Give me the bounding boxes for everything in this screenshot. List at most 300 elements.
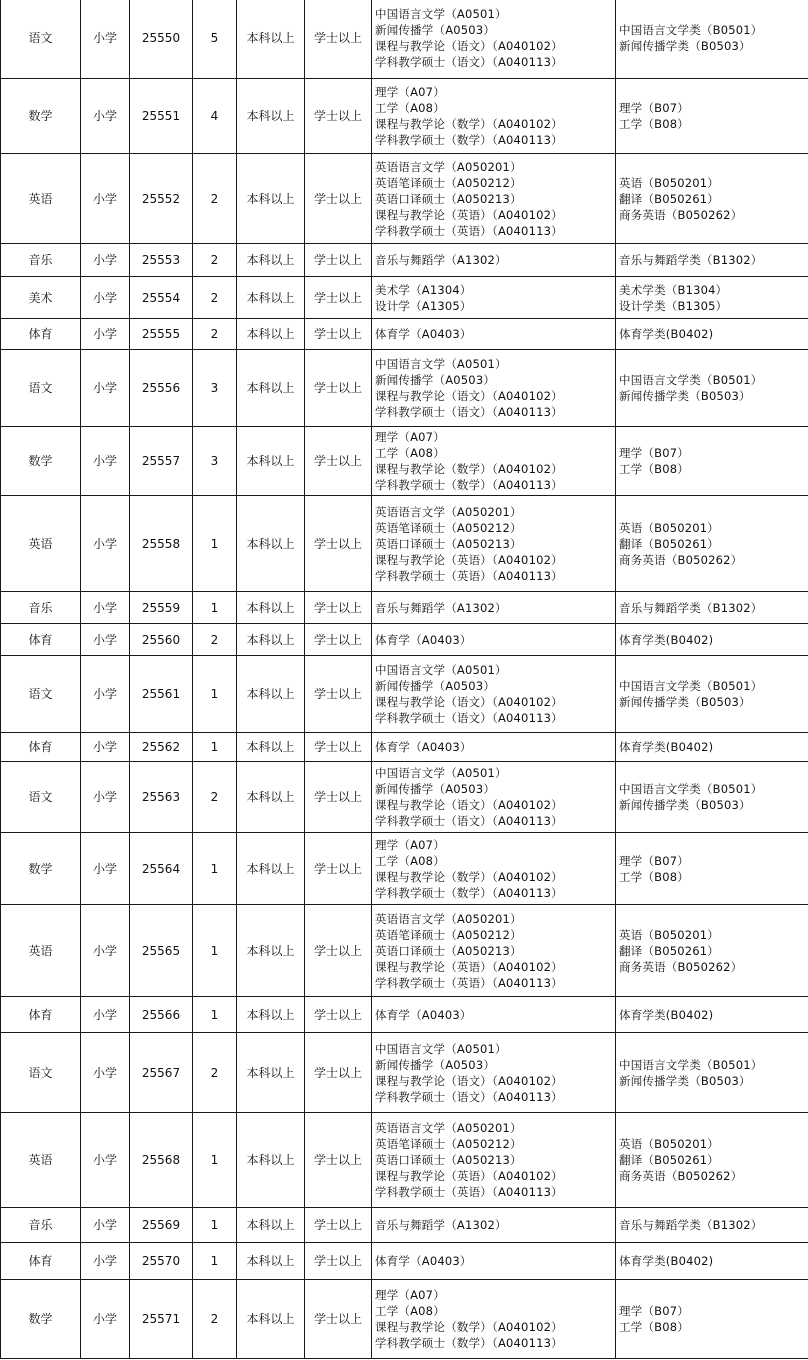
major-line: 商务英语（B050262） bbox=[619, 1169, 743, 1183]
major-line: 工学（B08） bbox=[619, 462, 689, 476]
education-cell: 本科以上 bbox=[237, 997, 305, 1033]
major-line: 英语笔译硕士（A050212） bbox=[375, 927, 522, 942]
degree-cell: 学士以上 bbox=[305, 1113, 372, 1208]
education-cell: 本科以上 bbox=[237, 244, 305, 277]
position-code-cell: 25561 bbox=[130, 656, 193, 733]
graduate-majors-cell bbox=[372, 79, 616, 154]
major-line: 新闻传播学（A0503） bbox=[375, 23, 496, 37]
subject-cell: 音乐 bbox=[1, 592, 81, 624]
major-line: 学科教学硕士（英语）（A040113） bbox=[375, 223, 563, 238]
education-cell: 本科以上 bbox=[237, 1113, 305, 1208]
subject-cell: 体育 bbox=[1, 1243, 81, 1280]
level-cell: 小学 bbox=[81, 1033, 130, 1113]
major-line: 课程与教学论（英语）（A040102） bbox=[375, 207, 563, 222]
education-cell: 本科以上 bbox=[237, 592, 305, 624]
hire-count-cell: 1 bbox=[193, 592, 237, 624]
subject-cell: 体育 bbox=[1, 997, 81, 1033]
position-code-cell: 25567 bbox=[130, 1033, 193, 1113]
position-code-cell: 25568 bbox=[130, 1113, 193, 1208]
undergraduate-majors-cell bbox=[616, 1280, 808, 1359]
major-line: 理学（A07） bbox=[375, 837, 445, 852]
degree-cell: 学士以上 bbox=[305, 496, 372, 592]
position-code-cell: 25559 bbox=[130, 592, 193, 624]
undergraduate-majors-cell bbox=[616, 350, 808, 427]
major-line: 英语口译硕士（A050213） bbox=[375, 943, 522, 958]
subject-cell: 语文 bbox=[1, 350, 81, 427]
position-code-cell: 25570 bbox=[130, 1243, 193, 1280]
subject-cell: 体育 bbox=[1, 733, 81, 762]
subject-cell: 英语 bbox=[1, 154, 81, 244]
table-row bbox=[1, 1033, 808, 1113]
table-row bbox=[1, 319, 808, 350]
degree-cell: 学士以上 bbox=[305, 427, 372, 496]
education-cell: 本科以上 bbox=[237, 1033, 305, 1113]
major-line: 翻译（B050261） bbox=[619, 1153, 719, 1167]
subject-cell: 语文 bbox=[1, 1033, 81, 1113]
subject-cell: 语文 bbox=[1, 0, 81, 79]
major-line: 课程与教学论（语文）（A040102） bbox=[375, 389, 563, 403]
major-line: 中国语言文学类（B0501） bbox=[619, 373, 763, 387]
graduate-majors-cell bbox=[372, 427, 616, 496]
major-line: 理学（A07） bbox=[375, 1288, 445, 1302]
hire-count-cell: 2 bbox=[193, 762, 237, 833]
level-cell: 小学 bbox=[81, 592, 130, 624]
hire-count-cell: 1 bbox=[193, 905, 237, 997]
major-line: 英语口译硕士（A050213） bbox=[375, 191, 522, 206]
degree-cell: 学士以上 bbox=[305, 79, 372, 154]
major-line: 学科教学硕士（数学）（A040113） bbox=[375, 133, 563, 147]
major-line: 课程与教学论（语文）（A040102） bbox=[375, 695, 563, 709]
major-line: 英语语言文学（A050201） bbox=[375, 504, 522, 519]
position-code-cell: 25560 bbox=[130, 624, 193, 656]
major-line: 工学（B08） bbox=[619, 1320, 689, 1334]
hire-count-cell: 3 bbox=[193, 427, 237, 496]
graduate-majors-cell bbox=[372, 0, 616, 79]
table-row bbox=[1, 350, 808, 427]
major-line: 英语（B050201） bbox=[619, 175, 719, 190]
level-cell: 小学 bbox=[81, 319, 130, 350]
major-line: 设计学类（B1305） bbox=[619, 298, 728, 313]
degree-cell: 学士以上 bbox=[305, 1033, 372, 1113]
degree-cell: 学士以上 bbox=[305, 350, 372, 427]
major-line: 商务英语（B050262） bbox=[619, 207, 743, 222]
undergraduate-majors-cell bbox=[616, 0, 808, 79]
major-line: 学科教学硕士（数学）（A040113） bbox=[375, 1336, 563, 1350]
major-line: 中国语言文学类（B0501） bbox=[619, 679, 763, 693]
hire-count-cell: 4 bbox=[193, 79, 237, 154]
major-line: 体育学（A0403） bbox=[375, 327, 472, 341]
degree-cell: 学士以上 bbox=[305, 244, 372, 277]
major-line: 新闻传播学（A0503） bbox=[375, 373, 496, 387]
degree-cell: 学士以上 bbox=[305, 1243, 372, 1280]
major-line: 美术学（A1304） bbox=[375, 282, 472, 297]
degree-cell: 学士以上 bbox=[305, 319, 372, 350]
level-cell: 小学 bbox=[81, 1243, 130, 1280]
level-cell: 小学 bbox=[81, 624, 130, 656]
subject-cell: 数学 bbox=[1, 1280, 81, 1359]
major-line: 学科教学硕士（英语）（A040113） bbox=[375, 568, 563, 583]
major-line: 音乐与舞蹈学类（B1302） bbox=[619, 253, 763, 267]
education-cell: 本科以上 bbox=[237, 733, 305, 762]
major-line: 新闻传播学类（B0503） bbox=[619, 39, 751, 53]
major-line: 课程与教学论（数学）（A040102） bbox=[375, 1320, 563, 1334]
major-line: 课程与教学论（英语）（A040102） bbox=[375, 959, 563, 974]
table-row bbox=[1, 244, 808, 277]
level-cell: 小学 bbox=[81, 997, 130, 1033]
major-line: 新闻传播学（A0503） bbox=[375, 679, 496, 693]
major-line: 中国语言文学类（B0501） bbox=[619, 23, 763, 37]
major-line: 英语（B050201） bbox=[619, 927, 719, 942]
major-line: 英语语言文学（A050201） bbox=[375, 1121, 522, 1135]
undergraduate-majors-cell bbox=[616, 1208, 808, 1243]
undergraduate-majors-cell bbox=[616, 733, 808, 762]
major-line: 商务英语（B050262） bbox=[619, 552, 743, 567]
graduate-majors-cell bbox=[372, 905, 616, 997]
major-line: 中国语言文学（A0501） bbox=[375, 766, 507, 780]
table-row bbox=[1, 154, 808, 244]
level-cell: 小学 bbox=[81, 244, 130, 277]
table-body bbox=[1, 0, 808, 1359]
level-cell: 小学 bbox=[81, 656, 130, 733]
major-line: 新闻传播学类（B0503） bbox=[619, 798, 751, 812]
major-line: 学科教学硕士（语文）（A040113） bbox=[375, 814, 563, 828]
level-cell: 小学 bbox=[81, 277, 130, 319]
graduate-majors-cell bbox=[372, 656, 616, 733]
table-row bbox=[1, 496, 808, 592]
hire-count-cell: 1 bbox=[193, 1113, 237, 1208]
hire-count-cell: 2 bbox=[193, 624, 237, 656]
major-line: 工学（A08） bbox=[375, 1304, 445, 1318]
major-line: 中国语言文学（A0501） bbox=[375, 357, 507, 371]
table-row bbox=[1, 592, 808, 624]
major-line: 体育学（A0403） bbox=[375, 1007, 472, 1022]
major-line: 学科教学硕士（语文）（A040113） bbox=[375, 405, 563, 419]
subject-cell: 英语 bbox=[1, 1113, 81, 1208]
major-line: 工学（A08） bbox=[375, 853, 445, 868]
major-line: 工学（B08） bbox=[619, 117, 689, 131]
graduate-majors-cell bbox=[372, 997, 616, 1033]
major-line: 学科教学硕士（数学）（A040113） bbox=[375, 478, 563, 492]
level-cell: 小学 bbox=[81, 79, 130, 154]
hire-count-cell: 2 bbox=[193, 1280, 237, 1359]
position-code-cell: 25554 bbox=[130, 277, 193, 319]
hire-count-cell: 3 bbox=[193, 350, 237, 427]
major-line: 体育学（A0403） bbox=[375, 1254, 472, 1268]
hire-count-cell: 1 bbox=[193, 656, 237, 733]
undergraduate-majors-cell bbox=[616, 154, 808, 244]
degree-cell: 学士以上 bbox=[305, 656, 372, 733]
major-line: 新闻传播学类（B0503） bbox=[619, 389, 751, 403]
major-line: 课程与教学论（英语）（A040102） bbox=[375, 552, 563, 567]
major-line: 学科教学硕士（英语）（A040113） bbox=[375, 975, 563, 990]
education-cell: 本科以上 bbox=[237, 905, 305, 997]
undergraduate-majors-cell bbox=[616, 762, 808, 833]
table-row bbox=[1, 1113, 808, 1208]
major-line: 学科教学硕士（语文）（A040113） bbox=[375, 711, 563, 725]
hire-count-cell: 1 bbox=[193, 733, 237, 762]
major-line: 英语（B050201） bbox=[619, 1137, 719, 1151]
degree-cell: 学士以上 bbox=[305, 905, 372, 997]
major-line: 英语口译硕士（A050213） bbox=[375, 1153, 522, 1167]
graduate-majors-cell bbox=[372, 762, 616, 833]
major-line: 理学（B07） bbox=[619, 446, 689, 460]
position-code-cell: 25565 bbox=[130, 905, 193, 997]
subject-cell: 语文 bbox=[1, 762, 81, 833]
major-line: 新闻传播学（A0503） bbox=[375, 1057, 496, 1072]
hire-count-cell: 1 bbox=[193, 1243, 237, 1280]
position-code-cell: 25556 bbox=[130, 350, 193, 427]
major-line: 课程与教学论（语文）（A040102） bbox=[375, 39, 563, 53]
hire-count-cell: 5 bbox=[193, 0, 237, 79]
major-line: 英语口译硕士（A050213） bbox=[375, 536, 522, 551]
major-line: 课程与教学论（数学）（A040102） bbox=[375, 117, 563, 131]
degree-cell: 学士以上 bbox=[305, 997, 372, 1033]
table-row bbox=[1, 656, 808, 733]
position-code-cell: 25555 bbox=[130, 319, 193, 350]
undergraduate-majors-cell bbox=[616, 833, 808, 905]
undergraduate-majors-cell bbox=[616, 656, 808, 733]
position-code-cell: 25557 bbox=[130, 427, 193, 496]
degree-cell: 学士以上 bbox=[305, 0, 372, 79]
major-line: 理学（A07） bbox=[375, 85, 445, 99]
degree-cell: 学士以上 bbox=[305, 592, 372, 624]
subject-cell: 数学 bbox=[1, 833, 81, 905]
major-line: 课程与教学论（语文）（A040102） bbox=[375, 1073, 563, 1088]
subject-cell: 语文 bbox=[1, 656, 81, 733]
table-row bbox=[1, 624, 808, 656]
position-code-cell: 25566 bbox=[130, 997, 193, 1033]
major-line: 中国语言文学（A0501） bbox=[375, 1041, 507, 1056]
undergraduate-majors-cell bbox=[616, 1113, 808, 1208]
major-line: 课程与教学论（数学）（A040102） bbox=[375, 869, 563, 884]
undergraduate-majors-cell bbox=[616, 319, 808, 350]
subject-cell: 英语 bbox=[1, 496, 81, 592]
major-line: 理学（B07） bbox=[619, 1304, 689, 1318]
hire-count-cell: 1 bbox=[193, 833, 237, 905]
undergraduate-majors-cell bbox=[616, 997, 808, 1033]
graduate-majors-cell bbox=[372, 833, 616, 905]
graduate-majors-cell bbox=[372, 496, 616, 592]
position-code-cell: 25563 bbox=[130, 762, 193, 833]
table-row bbox=[1, 277, 808, 319]
major-line: 工学（A08） bbox=[375, 101, 445, 115]
subject-cell: 美术 bbox=[1, 277, 81, 319]
major-line: 音乐与舞蹈学（A1302） bbox=[375, 253, 507, 267]
degree-cell: 学士以上 bbox=[305, 277, 372, 319]
major-line: 理学（A07） bbox=[375, 430, 445, 444]
major-line: 体育学类(B0402) bbox=[619, 1007, 714, 1022]
undergraduate-majors-cell bbox=[616, 1243, 808, 1280]
hire-count-cell: 2 bbox=[193, 1033, 237, 1113]
major-line: 学科教学硕士（语文）（A040113） bbox=[375, 55, 563, 69]
major-line: 中国语言文学类（B0501） bbox=[619, 1057, 763, 1072]
position-code-cell: 25553 bbox=[130, 244, 193, 277]
level-cell: 小学 bbox=[81, 1280, 130, 1359]
degree-cell: 学士以上 bbox=[305, 1280, 372, 1359]
major-line: 新闻传播学类（B0503） bbox=[619, 695, 751, 709]
graduate-majors-cell bbox=[372, 350, 616, 427]
table-row bbox=[1, 733, 808, 762]
graduate-majors-cell bbox=[372, 733, 616, 762]
education-cell: 本科以上 bbox=[237, 319, 305, 350]
undergraduate-majors-cell bbox=[616, 277, 808, 319]
level-cell: 小学 bbox=[81, 833, 130, 905]
undergraduate-majors-cell bbox=[616, 592, 808, 624]
undergraduate-majors-cell bbox=[616, 79, 808, 154]
major-line: 翻译（B050261） bbox=[619, 191, 719, 206]
hire-count-cell: 2 bbox=[193, 277, 237, 319]
graduate-majors-cell bbox=[372, 1280, 616, 1359]
education-cell: 本科以上 bbox=[237, 762, 305, 833]
major-line: 中国语言文学类（B0501） bbox=[619, 782, 763, 796]
major-line: 中国语言文学（A0501） bbox=[375, 663, 507, 677]
hire-count-cell: 2 bbox=[193, 319, 237, 350]
graduate-majors-cell bbox=[372, 277, 616, 319]
major-line: 英语（B050201） bbox=[619, 520, 719, 535]
subject-cell: 音乐 bbox=[1, 244, 81, 277]
major-line: 设计学（A1305） bbox=[375, 298, 472, 313]
level-cell: 小学 bbox=[81, 1208, 130, 1243]
table-row bbox=[1, 1280, 808, 1359]
degree-cell: 学士以上 bbox=[305, 733, 372, 762]
education-cell: 本科以上 bbox=[237, 154, 305, 244]
level-cell: 小学 bbox=[81, 905, 130, 997]
major-line: 英语笔译硕士（A050212） bbox=[375, 520, 522, 535]
level-cell: 小学 bbox=[81, 0, 130, 79]
position-code-cell: 25551 bbox=[130, 79, 193, 154]
position-code-cell: 25552 bbox=[130, 154, 193, 244]
table-row bbox=[1, 79, 808, 154]
education-cell: 本科以上 bbox=[237, 624, 305, 656]
degree-cell: 学士以上 bbox=[305, 154, 372, 244]
graduate-majors-cell bbox=[372, 1033, 616, 1113]
undergraduate-majors-cell bbox=[616, 624, 808, 656]
major-line: 商务英语（B050262） bbox=[619, 959, 743, 974]
degree-cell: 学士以上 bbox=[305, 1208, 372, 1243]
table-row bbox=[1, 427, 808, 496]
level-cell: 小学 bbox=[81, 762, 130, 833]
position-code-cell: 25571 bbox=[130, 1280, 193, 1359]
undergraduate-majors-cell bbox=[616, 496, 808, 592]
education-cell: 本科以上 bbox=[237, 1208, 305, 1243]
education-cell: 本科以上 bbox=[237, 1280, 305, 1359]
subject-cell: 英语 bbox=[1, 905, 81, 997]
education-cell: 本科以上 bbox=[237, 1243, 305, 1280]
major-line: 体育学（A0403） bbox=[375, 632, 472, 647]
major-line: 中国语言文学（A0501） bbox=[375, 7, 507, 21]
education-cell: 本科以上 bbox=[237, 79, 305, 154]
table-row bbox=[1, 905, 808, 997]
education-cell: 本科以上 bbox=[237, 0, 305, 79]
hire-count-cell: 1 bbox=[193, 496, 237, 592]
graduate-majors-cell bbox=[372, 1113, 616, 1208]
graduate-majors-cell bbox=[372, 244, 616, 277]
level-cell: 小学 bbox=[81, 1113, 130, 1208]
education-cell: 本科以上 bbox=[237, 427, 305, 496]
graduate-majors-cell bbox=[372, 154, 616, 244]
major-line: 课程与教学论（语文）（A040102） bbox=[375, 798, 563, 812]
major-line: 英语语言文学（A050201） bbox=[375, 911, 522, 926]
major-line: 课程与教学论（英语）（A040102） bbox=[375, 1169, 563, 1183]
major-line: 理学（B07） bbox=[619, 101, 689, 115]
major-line: 美术学类（B1304） bbox=[619, 282, 728, 297]
graduate-majors-cell bbox=[372, 1208, 616, 1243]
hire-count-cell: 1 bbox=[193, 997, 237, 1033]
education-cell: 本科以上 bbox=[237, 833, 305, 905]
major-line: 课程与教学论（数学）（A040102） bbox=[375, 462, 563, 476]
major-line: 音乐与舞蹈学（A1302） bbox=[375, 600, 507, 615]
level-cell: 小学 bbox=[81, 427, 130, 496]
position-code-cell: 25562 bbox=[130, 733, 193, 762]
undergraduate-majors-cell bbox=[616, 905, 808, 997]
degree-cell: 学士以上 bbox=[305, 833, 372, 905]
major-line: 工学（B08） bbox=[619, 869, 689, 884]
position-code-cell: 25564 bbox=[130, 833, 193, 905]
major-line: 新闻传播学（A0503） bbox=[375, 782, 496, 796]
undergraduate-majors-cell bbox=[616, 427, 808, 496]
major-line: 学科教学硕士（英语）（A040113） bbox=[375, 1185, 563, 1199]
level-cell: 小学 bbox=[81, 350, 130, 427]
subject-cell: 音乐 bbox=[1, 1208, 81, 1243]
degree-cell: 学士以上 bbox=[305, 624, 372, 656]
major-line: 英语笔译硕士（A050212） bbox=[375, 175, 522, 190]
education-cell: 本科以上 bbox=[237, 496, 305, 592]
level-cell: 小学 bbox=[81, 733, 130, 762]
major-line: 理学（B07） bbox=[619, 853, 689, 868]
major-line: 英语语言文学（A050201） bbox=[375, 159, 522, 174]
major-line: 体育学类(B0402) bbox=[619, 327, 714, 341]
subject-cell: 体育 bbox=[1, 624, 81, 656]
major-line: 翻译（B050261） bbox=[619, 536, 719, 551]
education-cell: 本科以上 bbox=[237, 277, 305, 319]
education-cell: 本科以上 bbox=[237, 656, 305, 733]
subject-cell: 体育 bbox=[1, 319, 81, 350]
position-code-cell: 25569 bbox=[130, 1208, 193, 1243]
major-line: 翻译（B050261） bbox=[619, 943, 719, 958]
table-row bbox=[1, 833, 808, 905]
level-cell: 小学 bbox=[81, 496, 130, 592]
major-line: 音乐与舞蹈学类（B1302） bbox=[619, 1218, 763, 1232]
undergraduate-majors-cell bbox=[616, 244, 808, 277]
position-code-cell: 25558 bbox=[130, 496, 193, 592]
table-row bbox=[1, 762, 808, 833]
table-row bbox=[1, 997, 808, 1033]
major-line: 学科教学硕士（数学）（A040113） bbox=[375, 885, 563, 900]
graduate-majors-cell bbox=[372, 624, 616, 656]
hire-count-cell: 1 bbox=[193, 1208, 237, 1243]
level-cell: 小学 bbox=[81, 154, 130, 244]
table-row bbox=[1, 1208, 808, 1243]
subject-cell: 数学 bbox=[1, 79, 81, 154]
undergraduate-majors-cell bbox=[616, 1033, 808, 1113]
major-line: 体育学（A0403） bbox=[375, 740, 472, 754]
degree-cell: 学士以上 bbox=[305, 762, 372, 833]
position-code-cell: 25550 bbox=[130, 0, 193, 79]
table-row bbox=[1, 1243, 808, 1280]
graduate-majors-cell bbox=[372, 592, 616, 624]
education-cell: 本科以上 bbox=[237, 350, 305, 427]
major-line: 英语笔译硕士（A050212） bbox=[375, 1137, 522, 1151]
major-line: 体育学类(B0402) bbox=[619, 740, 714, 754]
major-line: 体育学类(B0402) bbox=[619, 632, 714, 647]
table-row bbox=[1, 0, 808, 79]
major-line: 新闻传播学类（B0503） bbox=[619, 1073, 751, 1088]
major-line: 工学（A08） bbox=[375, 446, 445, 460]
major-line: 体育学类(B0402) bbox=[619, 1254, 714, 1268]
hire-count-cell: 2 bbox=[193, 244, 237, 277]
graduate-majors-cell bbox=[372, 1243, 616, 1280]
major-line: 音乐与舞蹈学（A1302） bbox=[375, 1218, 507, 1232]
